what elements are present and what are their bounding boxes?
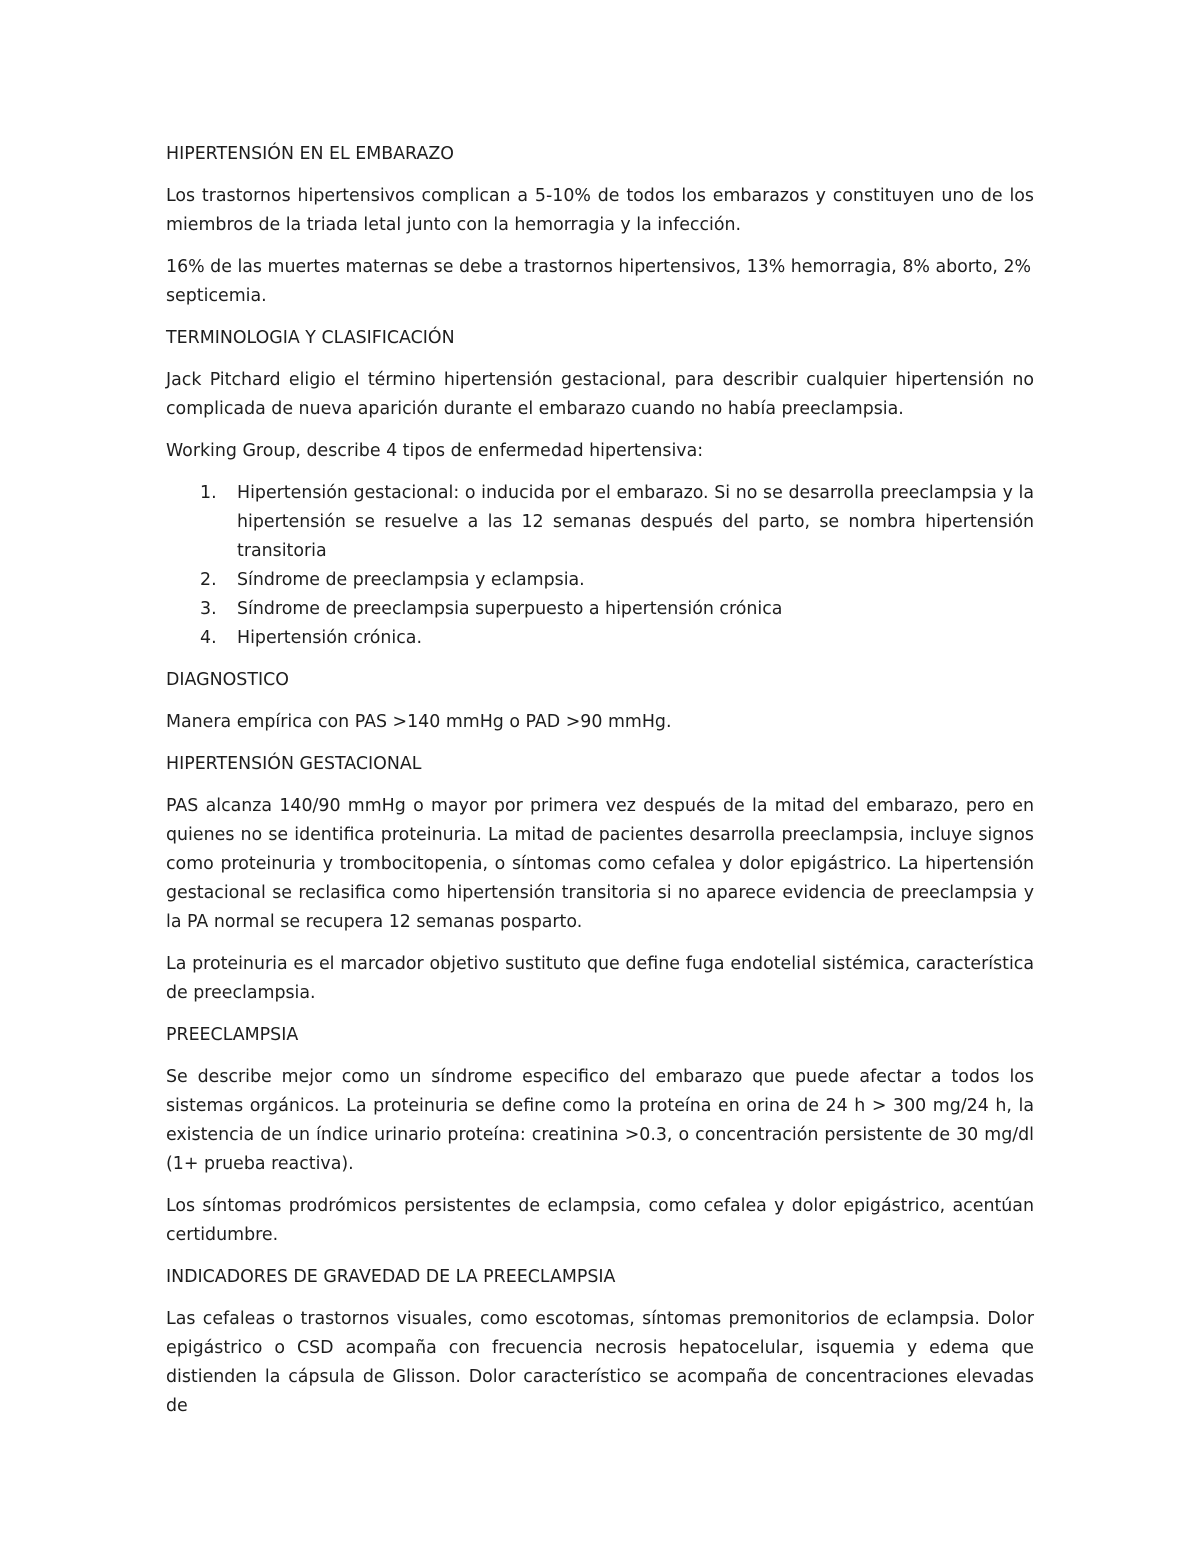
indicadores-paragraph: Las cefaleas o trastornos visuales, como escotomas, síntomas premonitorios de eclampsia. Dolor epigástrico o CSD acompaña con frecuencia necrosis hepatocelular, isquemia y edema que distienden la cápsula de Glisson. Dolor característico se acompaña de concentraciones elevadas de <box>166 1309 1034 1416</box>
section-heading-diagnostico: DIAGNOSTICO <box>166 670 289 690</box>
intro-paragraph-2: 16% de las muertes maternas se debe a trastornos hipertensivos, 13% hemorragia, 8% aborto, 2% septicemia. <box>166 257 1032 306</box>
list-item-text: Síndrome de preeclampsia superpuesto a hipertensión crónica <box>237 599 783 619</box>
list-item-number: 4. <box>200 628 217 648</box>
terminologia-paragraph-2: Working Group, describe 4 tipos de enfermedad hipertensiva: <box>166 441 704 461</box>
section-heading-indicadores: INDICADORES DE GRAVEDAD DE LA PREECLAMPSIA <box>166 1267 616 1287</box>
list-item <box>166 624 1034 653</box>
section-heading-hipertension-gestacional: HIPERTENSIÓN GESTACIONAL <box>166 754 422 774</box>
list-item-text: Hipertensión crónica. <box>237 628 422 648</box>
list-item-text: Hipertensión gestacional: o inducida por el embarazo. Si no se desarrolla preeclampsia y la hipertensión se resuelve a las 12 semanas después del parto, se nombra hipertensión transitoria <box>237 483 1034 561</box>
list-item-text: Síndrome de preeclampsia y eclampsia. <box>237 570 585 590</box>
hypertension-types-list <box>166 479 1034 653</box>
intro-paragraph-1: Los trastornos hipertensivos complican a 5-10% de todos los embarazos y constituyen uno de los miembros de la triada letal junto con la hemorragia y la infección. <box>166 186 1034 235</box>
list-item <box>166 479 1034 566</box>
preeclampsia-paragraph-1: Se describe mejor como un síndrome especifico del embarazo que puede afectar a todos los sistemas orgánicos. La proteinuria se define como la proteína en orina de 24 h > 300 mg/24 h, la existencia de un índice urinario proteína: creatinina >0.3, o concentración persistente de 30 mg/dl (1+ prueba reactiva). <box>166 1067 1034 1174</box>
section-heading-terminologia: TERMINOLOGIA Y CLASIFICACIÓN <box>166 328 455 348</box>
hipertension-gestacional-paragraph-2: La proteinuria es el marcador objetivo sustituto que define fuga endotelial sistémica, característica de preeclampsia. <box>166 954 1034 1003</box>
terminologia-paragraph-1: Jack Pitchard eligio el término hipertensión gestacional, para describir cualquier hipertensión no complicada de nueva aparición durante el embarazo cuando no había preeclampsia. <box>166 370 1034 419</box>
list-item-number: 3. <box>200 599 217 619</box>
document-title: HIPERTENSIÓN EN EL EMBARAZO <box>166 144 454 164</box>
hipertension-gestacional-paragraph-1: PAS alcanza 140/90 mmHg o mayor por primera vez después de la mitad del embarazo, pero en quienes no se identifica proteinuria. La mitad de pacientes desarrolla preeclampsia, incluye signos como proteinuria y trombocitopenia, o síntomas como cefalea y dolor epigástrico. La hipertensión gestacional se reclasifica como hipertensión transitoria si no aparece evidencia de preeclampsia y la PA normal se recupera 12 semanas posparto. <box>166 796 1034 932</box>
section-heading-preeclampsia: PREECLAMPSIA <box>166 1025 299 1045</box>
list-item <box>166 566 1034 595</box>
list-item-number: 1. <box>200 483 217 503</box>
preeclampsia-paragraph-2: Los síntomas prodrómicos persistentes de eclampsia, como cefalea y dolor epigástrico, acentúan certidumbre. <box>166 1196 1034 1245</box>
diagnostico-paragraph: Manera empírica con PAS >140 mmHg o PAD >90 mmHg. <box>166 712 672 732</box>
list-item-number: 2. <box>200 570 217 590</box>
list-item <box>166 595 1034 624</box>
